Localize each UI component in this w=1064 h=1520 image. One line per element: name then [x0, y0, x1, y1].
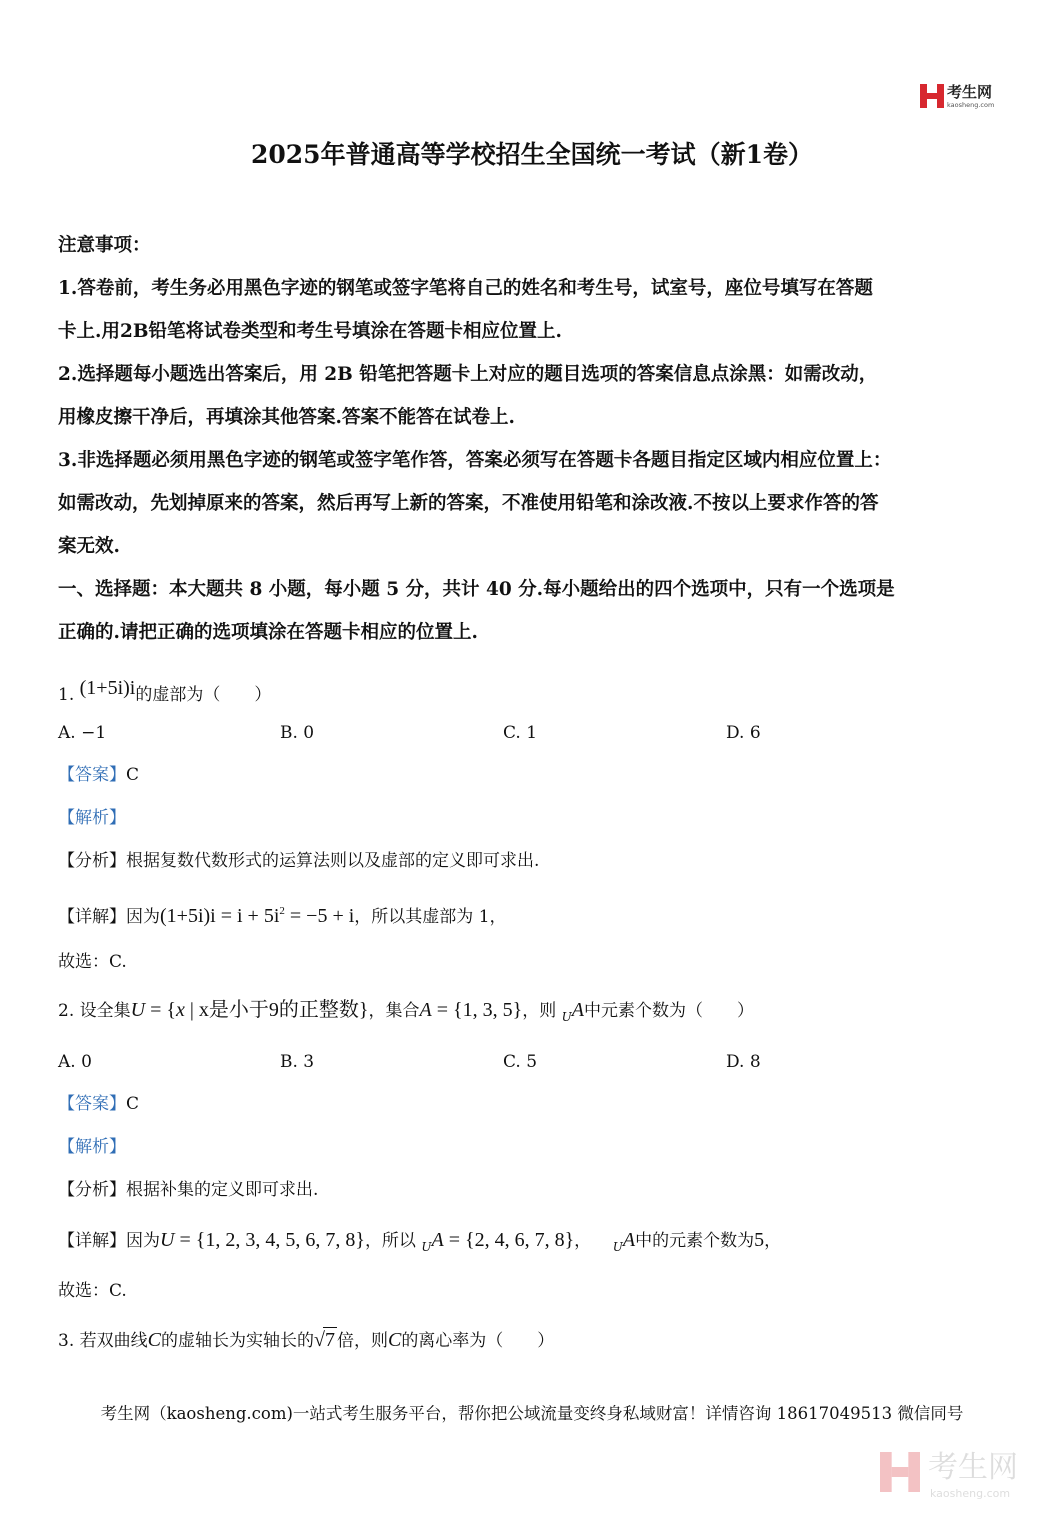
watermark-name: 考生网 — [928, 1450, 1018, 1485]
q2-detail-sub2: U — [612, 1240, 623, 1254]
q2-set-desc: x是小于9的正整数 — [198, 999, 359, 1021]
q1-option-b[interactable]: B. 0 — [280, 723, 315, 743]
q2-complement-A: A — [571, 999, 584, 1021]
site-logo — [920, 82, 1020, 112]
q2-text-c: ，则 — [522, 1001, 557, 1021]
q2-x: x — [175, 999, 185, 1021]
q3-number: 3. — [58, 1331, 75, 1351]
q2-bar: | — [184, 999, 199, 1021]
q3-text-d: 的离心率为（ ） — [401, 1331, 555, 1351]
q1-conclusion: 故选：C. — [58, 952, 127, 972]
notice-item-1-line-2: 卡上.用2B铅笔将试卷类型和考生号填涂在答题卡相应位置上. — [58, 321, 562, 342]
q2-U: U — [130, 999, 146, 1021]
q2-detail-c: ， — [574, 1231, 592, 1251]
q1-fenxi — [58, 849, 1018, 873]
q2-detail-U: U — [160, 1229, 175, 1251]
notice-section — [58, 224, 1023, 654]
q1-detail-result: = −5 + i — [284, 905, 355, 927]
q1-number: 1. — [58, 685, 75, 705]
page-title: 2025年普通高等学校招生全国统一考试（新1卷） — [251, 140, 813, 169]
q2-conclusion: 故选：C. — [58, 1281, 127, 1301]
q3-text-c: 倍，则 — [336, 1331, 388, 1351]
q2-detail-setU: = {1, 2, 3, 4, 5, 6, 7, 8} — [174, 1229, 365, 1251]
section-heading-line-1: 一、选择题：本大题共 8 小题，每小题 5 分，共计 40 分.每小题给出的四个选项中，只有一个选项是 — [58, 579, 895, 600]
q1-option-c[interactable]: C. 1 — [503, 723, 538, 743]
q2-detail-five: 5 — [754, 1229, 765, 1251]
answer-tag: 【答案】 — [58, 765, 126, 785]
q3-text-b: 的虚轴长为实轴长的 — [160, 1331, 314, 1351]
answer-tag: 【答案】 — [58, 1094, 126, 1114]
q1-answer-value: C — [126, 765, 140, 785]
q2-detail-setC: = {2, 4, 6, 7, 8} — [443, 1229, 575, 1251]
q2-option-b[interactable]: B. 3 — [280, 1052, 315, 1072]
notice-item-3-line-2: 如需改动，先划掉原来的答案，然后再写上新的答案，不准使用铅笔和涂改液.不按以上要求作答的答 — [58, 493, 879, 514]
fenxi-tag: 【分析】 — [58, 1180, 126, 1200]
q2-detail-A2: A — [622, 1229, 636, 1251]
q1-expression: (1+5i)i — [79, 677, 136, 699]
q2-rbrace: } — [358, 999, 369, 1021]
logo-domain: kaosheng.com — [947, 101, 995, 109]
watermark-domain: kaosheng.com — [930, 1487, 1011, 1500]
q2-text-d: 中元素个数为（ ） — [583, 1001, 754, 1021]
q2-option-c[interactable]: C. 5 — [503, 1052, 538, 1072]
q2-complement-sub: U — [561, 1010, 572, 1024]
watermark — [880, 1448, 1050, 1508]
logo-name: 考生网 — [947, 83, 993, 101]
q2-detail — [58, 1228, 1018, 1259]
q1-option-d[interactable]: D. 6 — [726, 723, 761, 743]
notice-item-2-line-2: 用橡皮擦干净后，再填涂其他答案.答案不能答在试卷上. — [58, 407, 515, 428]
section-heading-line-2: 正确的.请把正确的选项填涂在答题卡相应的位置上. — [58, 622, 478, 643]
q2-fenxi-text: 根据补集的定义即可求出. — [126, 1180, 319, 1200]
q1-option-a[interactable]: A. −1 — [58, 723, 107, 743]
q2-text-a: 设全集 — [79, 1001, 131, 1021]
notice-item-3-line-1: 3.非选择题必须用黑色字迹的钢笔或签字笔作答，答案必须写在答题卡各题目指定区域内相应位置上： — [58, 450, 892, 471]
q2-analysis-tag: 【解析】 — [58, 1137, 126, 1157]
q2-detail-b: ，所以 — [364, 1231, 416, 1251]
notice-heading: 注意事项： — [58, 235, 151, 256]
q1-detail — [58, 899, 1018, 929]
page-footer: 考生网（kaosheng.com)一站式考生服务平台，帮你把公域流量变终身私域财富！详情咨询 18617049513 微信同号 — [100, 1404, 964, 1423]
notice-item-2-line-1: 2.选择题每小题选出答案后，用 2B 铅笔把答题卡上对应的题目选项的答案信息点涂黑：如需改动， — [58, 364, 878, 385]
sqrt-icon: √ — [313, 1329, 325, 1351]
q2-options — [58, 1050, 1018, 1074]
notice-item-3-line-3: 案无效. — [58, 536, 120, 557]
q1-analysis-tag: 【解析】 — [58, 808, 126, 828]
q2-detail-A: A — [431, 1229, 444, 1251]
q2-option-d[interactable]: D. 8 — [726, 1052, 761, 1072]
q3-sqrt-value: 7 — [324, 1329, 335, 1351]
q2-detail-prefix: 因为 — [126, 1231, 160, 1251]
q1-detail-expr: (1+5i)i = i + 5i — [160, 905, 280, 927]
q1-detail-exponent: 2 — [279, 905, 285, 917]
q3-stem — [58, 1327, 1018, 1353]
q2-A: A — [419, 999, 432, 1021]
q2-detail-d: 中的元素个数为 — [635, 1231, 755, 1251]
notice-item-1-line-1: 1.答卷前，考生务必用黑色字迹的钢笔或签字笔将自己的姓名和考生号，试室号，座位号填写在答题 — [58, 278, 873, 299]
q3-text-a: 若双曲线 — [79, 1331, 148, 1351]
fenxi-tag: 【分析】 — [58, 851, 126, 871]
q3-C: C — [147, 1329, 161, 1351]
detail-tag: 【详解】 — [58, 907, 126, 927]
watermark-logo-icon — [880, 1452, 920, 1492]
q2-answer — [58, 1092, 1018, 1116]
q2-answer-value: C — [126, 1094, 140, 1114]
q1-fenxi-text: 根据复数代数形式的运算法则以及虚部的定义即可求出. — [126, 851, 540, 871]
q2-number: 2. — [58, 1001, 75, 1021]
q2-detail-sub: U — [421, 1240, 432, 1254]
q2-setA: = {1, 3, 5} — [431, 999, 523, 1021]
q3-C2: C — [387, 1329, 402, 1351]
detail-tag: 【详解】 — [58, 1231, 126, 1251]
q2-fenxi — [58, 1178, 1018, 1202]
q1-text: 的虚部为（ ） — [135, 685, 272, 705]
q1-detail-suffix: ，所以其虚部为 1， — [354, 907, 507, 927]
q2-option-a[interactable]: A. 0 — [58, 1052, 92, 1072]
q1-answer — [58, 763, 1018, 787]
q2-stem — [58, 998, 1018, 1029]
q1-detail-prefix: 因为 — [126, 907, 160, 927]
q1-stem — [58, 676, 1018, 707]
logo-mark-icon — [920, 84, 944, 108]
q2-eq-lbrace: = { — [145, 999, 176, 1021]
q2-text-b: ，集合 — [368, 1001, 420, 1021]
q2-detail-e: ， — [764, 1231, 782, 1251]
q1-options — [58, 721, 1018, 745]
